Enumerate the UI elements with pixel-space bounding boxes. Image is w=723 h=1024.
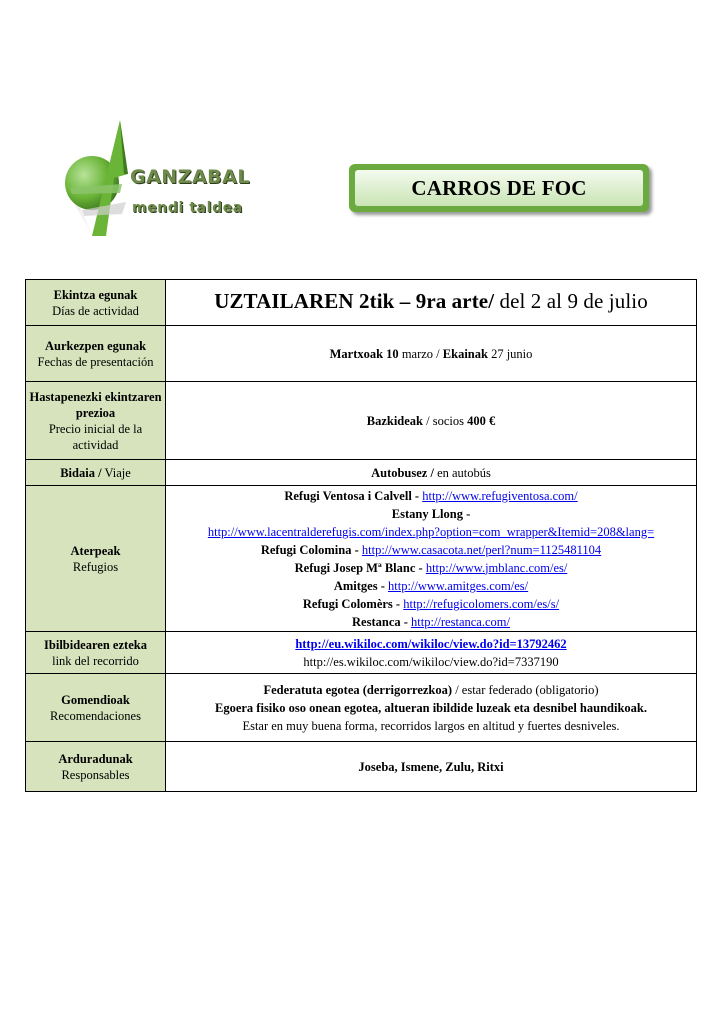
logo-subtitle: mendi taldea xyxy=(132,200,243,216)
label-es: Refugios xyxy=(72,559,119,574)
label-travel xyxy=(26,460,166,486)
label-eu: Ibilbidearen ezteka xyxy=(44,637,147,652)
label-presentation xyxy=(26,326,166,382)
refuge-line xyxy=(168,523,694,541)
refuge-name: Refugi Colomina - xyxy=(260,542,362,557)
value-route xyxy=(166,632,697,674)
table-row-refuges xyxy=(26,486,697,632)
refuge-link[interactable]: http://www.amitges.com/es/ xyxy=(388,578,529,593)
table-row-price xyxy=(26,382,697,460)
refuge-line xyxy=(168,541,694,559)
refuge-line xyxy=(168,613,694,631)
label-eu: Bidaia / xyxy=(60,465,102,480)
label-route xyxy=(26,632,166,674)
label-eu: Ekintza egunak xyxy=(53,287,138,302)
recommendation-fitness-eu: Egoera fisiko oso onean egotea, altueran ibildide luzeak eta desnibel haundikoak. xyxy=(215,700,647,715)
label-es: Recomendaciones xyxy=(50,708,141,723)
travel-rest: en autobús xyxy=(433,465,491,480)
table-row-travel xyxy=(26,460,697,486)
presentation-date-2-rest: 27 junio xyxy=(487,346,533,361)
label-dates xyxy=(26,280,166,326)
value-travel xyxy=(166,460,697,486)
label-price xyxy=(26,382,166,460)
table-row-presentation xyxy=(26,326,697,382)
price-socios: / socios xyxy=(423,413,468,428)
header-box xyxy=(349,164,649,212)
label-eu: Aterpeak xyxy=(70,543,121,558)
refuge-name: Amitges - xyxy=(333,578,388,593)
label-es: Días de actividad xyxy=(52,303,139,318)
refuge-link[interactable]: http://restanca.com/ xyxy=(411,614,510,629)
table-row-route xyxy=(26,632,697,674)
label-eu: Arduradunak xyxy=(58,751,133,766)
route-link-eu[interactable]: http://eu.wikiloc.com/wikiloc/view.do?id=13792462 xyxy=(295,636,567,651)
label-refuges xyxy=(26,486,166,632)
refuge-link[interactable]: http://refugicolomers.com/es/s/ xyxy=(403,596,560,611)
refuge-name: Refugi Colomèrs - xyxy=(302,596,404,611)
label-eu: Gomendioak xyxy=(61,692,130,707)
price-amount: 400 € xyxy=(467,413,496,428)
refuge-line xyxy=(168,595,694,613)
refuge-line xyxy=(168,487,694,505)
label-recommendations xyxy=(26,674,166,742)
responsibles-names: Joseba, Ismene, Zulu, Ritxi xyxy=(358,759,504,774)
label-es: link del recorrido xyxy=(52,653,139,668)
logo-title: GANZABAL xyxy=(130,166,250,188)
recommendation-federated-es: / estar federado (obligatorio) xyxy=(452,682,599,697)
presentation-date-1: Martxoak 10 xyxy=(329,346,399,361)
label-es: Responsables xyxy=(61,767,130,782)
dates-rest: del 2 al 9 de julio xyxy=(494,289,648,313)
label-eu: Aurkezpen egunak xyxy=(44,338,147,353)
refuge-name: Refugi Josep Mª Blanc - xyxy=(294,560,426,575)
dates-bold: UZTAILAREN 2tik – 9ra arte/ xyxy=(214,289,495,313)
value-dates xyxy=(166,280,697,326)
refuge-line xyxy=(168,505,694,523)
presentation-date-2: Ekainak xyxy=(442,346,488,361)
refuge-name: Restanca - xyxy=(352,614,412,629)
route-link-es: http://es.wikiloc.com/wikiloc/view.do?id=7337190 xyxy=(303,654,559,669)
recommendation-fitness-es: Estar en muy buena forma, recorridos largos en altitud y fuertes desniveles. xyxy=(242,718,620,733)
value-responsibles xyxy=(166,742,697,792)
refuge-name: Refugi Ventosa i Calvell - xyxy=(284,488,423,503)
table-row-responsibles xyxy=(26,742,697,792)
refuge-line xyxy=(168,577,694,595)
label-es: Fechas de presentación xyxy=(37,354,154,369)
refuge-line xyxy=(168,559,694,577)
label-eu: Hastapenezki ekintzaren prezioa xyxy=(29,389,162,420)
travel-bold: Autobusez / xyxy=(371,465,434,480)
refuge-link[interactable]: http://www.jmblanc.com/es/ xyxy=(425,560,568,575)
refuge-link[interactable]: http://www.lacentralderefugis.com/index.php?option=com_wrapper&Itemid=208&lang= xyxy=(207,524,655,539)
value-presentation xyxy=(166,326,697,382)
refuge-link[interactable]: http://www.refugiventosa.com/ xyxy=(422,488,578,503)
refuge-link[interactable]: http://www.casacota.net/perl?num=1125481104 xyxy=(361,542,602,557)
table-row-dates xyxy=(26,280,697,326)
table-row-recommendations xyxy=(26,674,697,742)
label-responsibles xyxy=(26,742,166,792)
label-es: Viaje xyxy=(101,465,131,480)
value-price xyxy=(166,382,697,460)
refuge-name: Estany Llong - xyxy=(391,506,471,521)
presentation-date-1-rest: marzo / xyxy=(398,346,443,361)
ganzabal-logo xyxy=(62,118,262,243)
value-recommendations xyxy=(166,674,697,742)
value-refuges xyxy=(166,486,697,632)
activity-info-table xyxy=(25,279,697,792)
price-members: Bazkideak xyxy=(366,413,424,428)
label-es: Precio inicial de la actividad xyxy=(48,421,143,452)
recommendation-federated: Federatuta egotea (derrigorrezkoa) xyxy=(263,682,453,697)
page-title: CARROS DE FOC xyxy=(355,170,643,206)
